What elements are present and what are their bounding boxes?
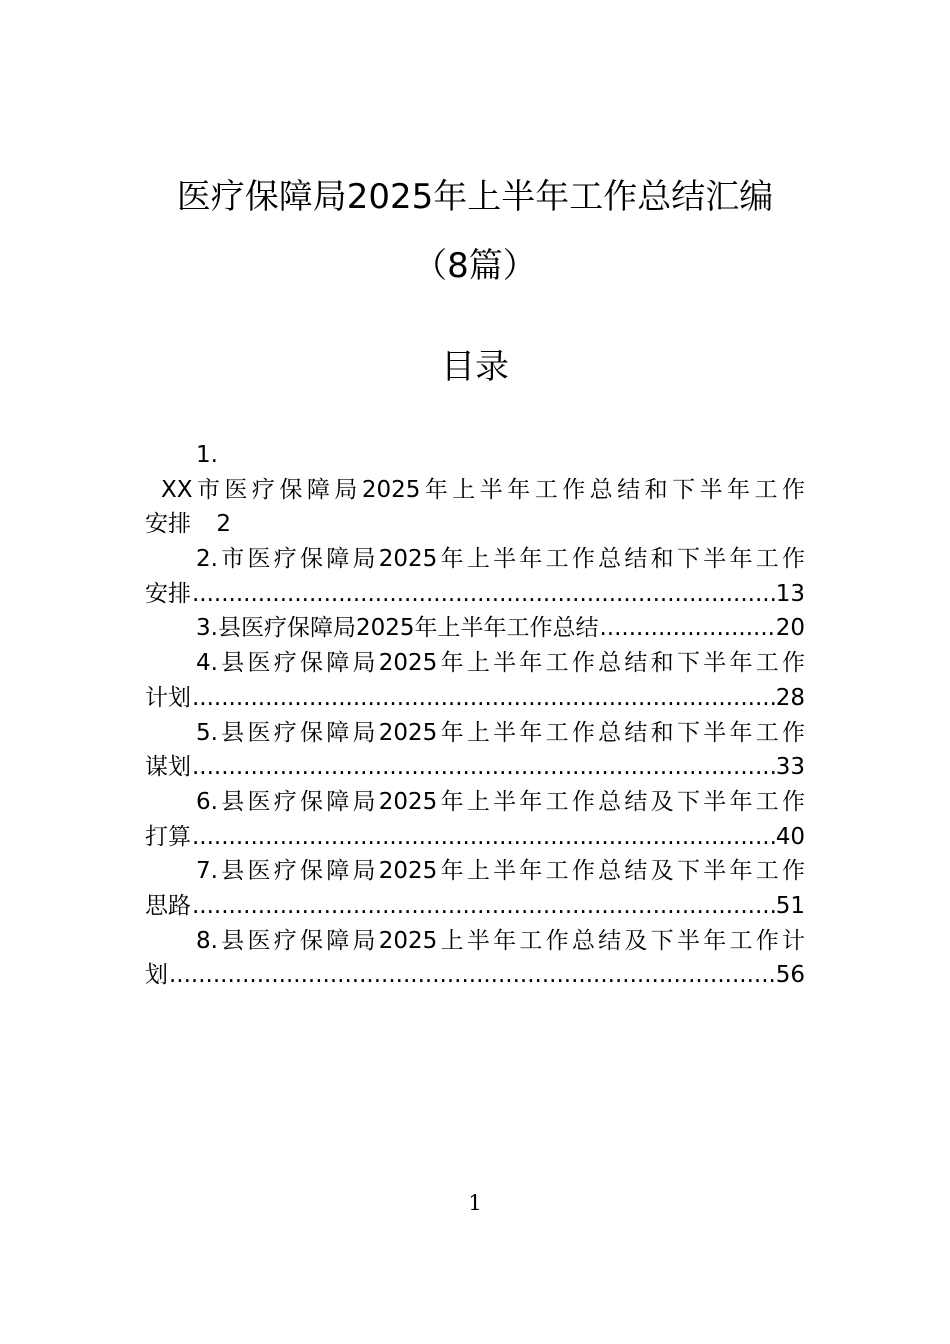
toc-item-3[interactable] — [145, 611, 805, 646]
toc-item-7-page: 51 — [775, 892, 805, 919]
toc-item-8-leader[interactable] — [145, 958, 805, 993]
toc-item-1-title-cont: 安排 — [145, 511, 191, 538]
toc-heading: 目录 — [441, 347, 509, 387]
toc-item-6-title-cont: 打算 — [145, 823, 191, 850]
toc-item-6-leader[interactable] — [145, 820, 805, 855]
toc-item-2-leader[interactable] — [145, 577, 805, 612]
page-number: 1 — [468, 1191, 482, 1215]
toc-item-1-number[interactable]: 1. — [196, 442, 218, 468]
toc-item-6-dots — [192, 820, 775, 855]
toc-item-3-title: 3.县医疗保障局2025年上半年工作总结 — [196, 615, 599, 642]
toc-item-5-title[interactable]: 5.县医疗保障局2025年上半年工作总结和下半年工作 — [196, 719, 805, 746]
toc-item-2-page: 13 — [775, 580, 805, 607]
toc-item-4-page: 28 — [775, 684, 805, 711]
toc-item-8-dots — [169, 958, 775, 993]
toc-item-7-title-cont: 思路 — [145, 892, 191, 919]
toc-item-7-title[interactable]: 7.县医疗保障局2025年上半年工作总结及下半年工作 — [196, 858, 805, 885]
toc-item-2-title-cont: 安排 — [145, 580, 191, 607]
toc-item-2-title[interactable]: 2.市医疗保障局2025年上半年工作总结和下半年工作 — [196, 546, 805, 573]
document-title: 医疗保障局2025年上半年工作总结汇编 — [176, 177, 774, 217]
toc-item-1-title[interactable]: XX市医疗保障局2025年上半年工作总结和下半年工作 — [161, 476, 805, 503]
toc-item-5-leader[interactable] — [145, 750, 805, 785]
toc-item-4-dots — [192, 681, 775, 716]
toc-item-4-leader[interactable] — [145, 681, 805, 716]
toc-item-6-page: 40 — [775, 823, 805, 850]
toc-item-4-title-cont: 计划 — [145, 684, 191, 711]
toc-item-3-page: 20 — [775, 615, 805, 642]
toc-item-3-dots — [599, 611, 774, 646]
toc-item-1-page: 2 — [216, 511, 231, 538]
toc-item-5-dots — [192, 750, 775, 785]
toc-item-7-leader[interactable] — [145, 889, 805, 924]
toc-item-4-title[interactable]: 4.县医疗保障局2025年上半年工作总结和下半年工作 — [196, 650, 805, 677]
toc-item-2-dots — [192, 577, 775, 612]
document-subtitle: （8篇） — [413, 246, 537, 286]
toc-item-8-title-cont: 划 — [145, 962, 168, 989]
toc-item-8-title[interactable]: 8.县医疗保障局2025上半年工作总结及下半年工作计 — [196, 927, 805, 954]
toc-item-8-page: 56 — [775, 962, 805, 989]
toc-item-6-title[interactable]: 6.县医疗保障局2025年上半年工作总结及下半年工作 — [196, 788, 805, 815]
toc-item-7-dots — [192, 889, 775, 924]
table-of-contents — [145, 438, 805, 993]
toc-item-1-title-end[interactable] — [145, 507, 805, 542]
toc-item-5-page: 33 — [775, 754, 805, 781]
toc-item-5-title-cont: 谋划 — [145, 754, 191, 781]
